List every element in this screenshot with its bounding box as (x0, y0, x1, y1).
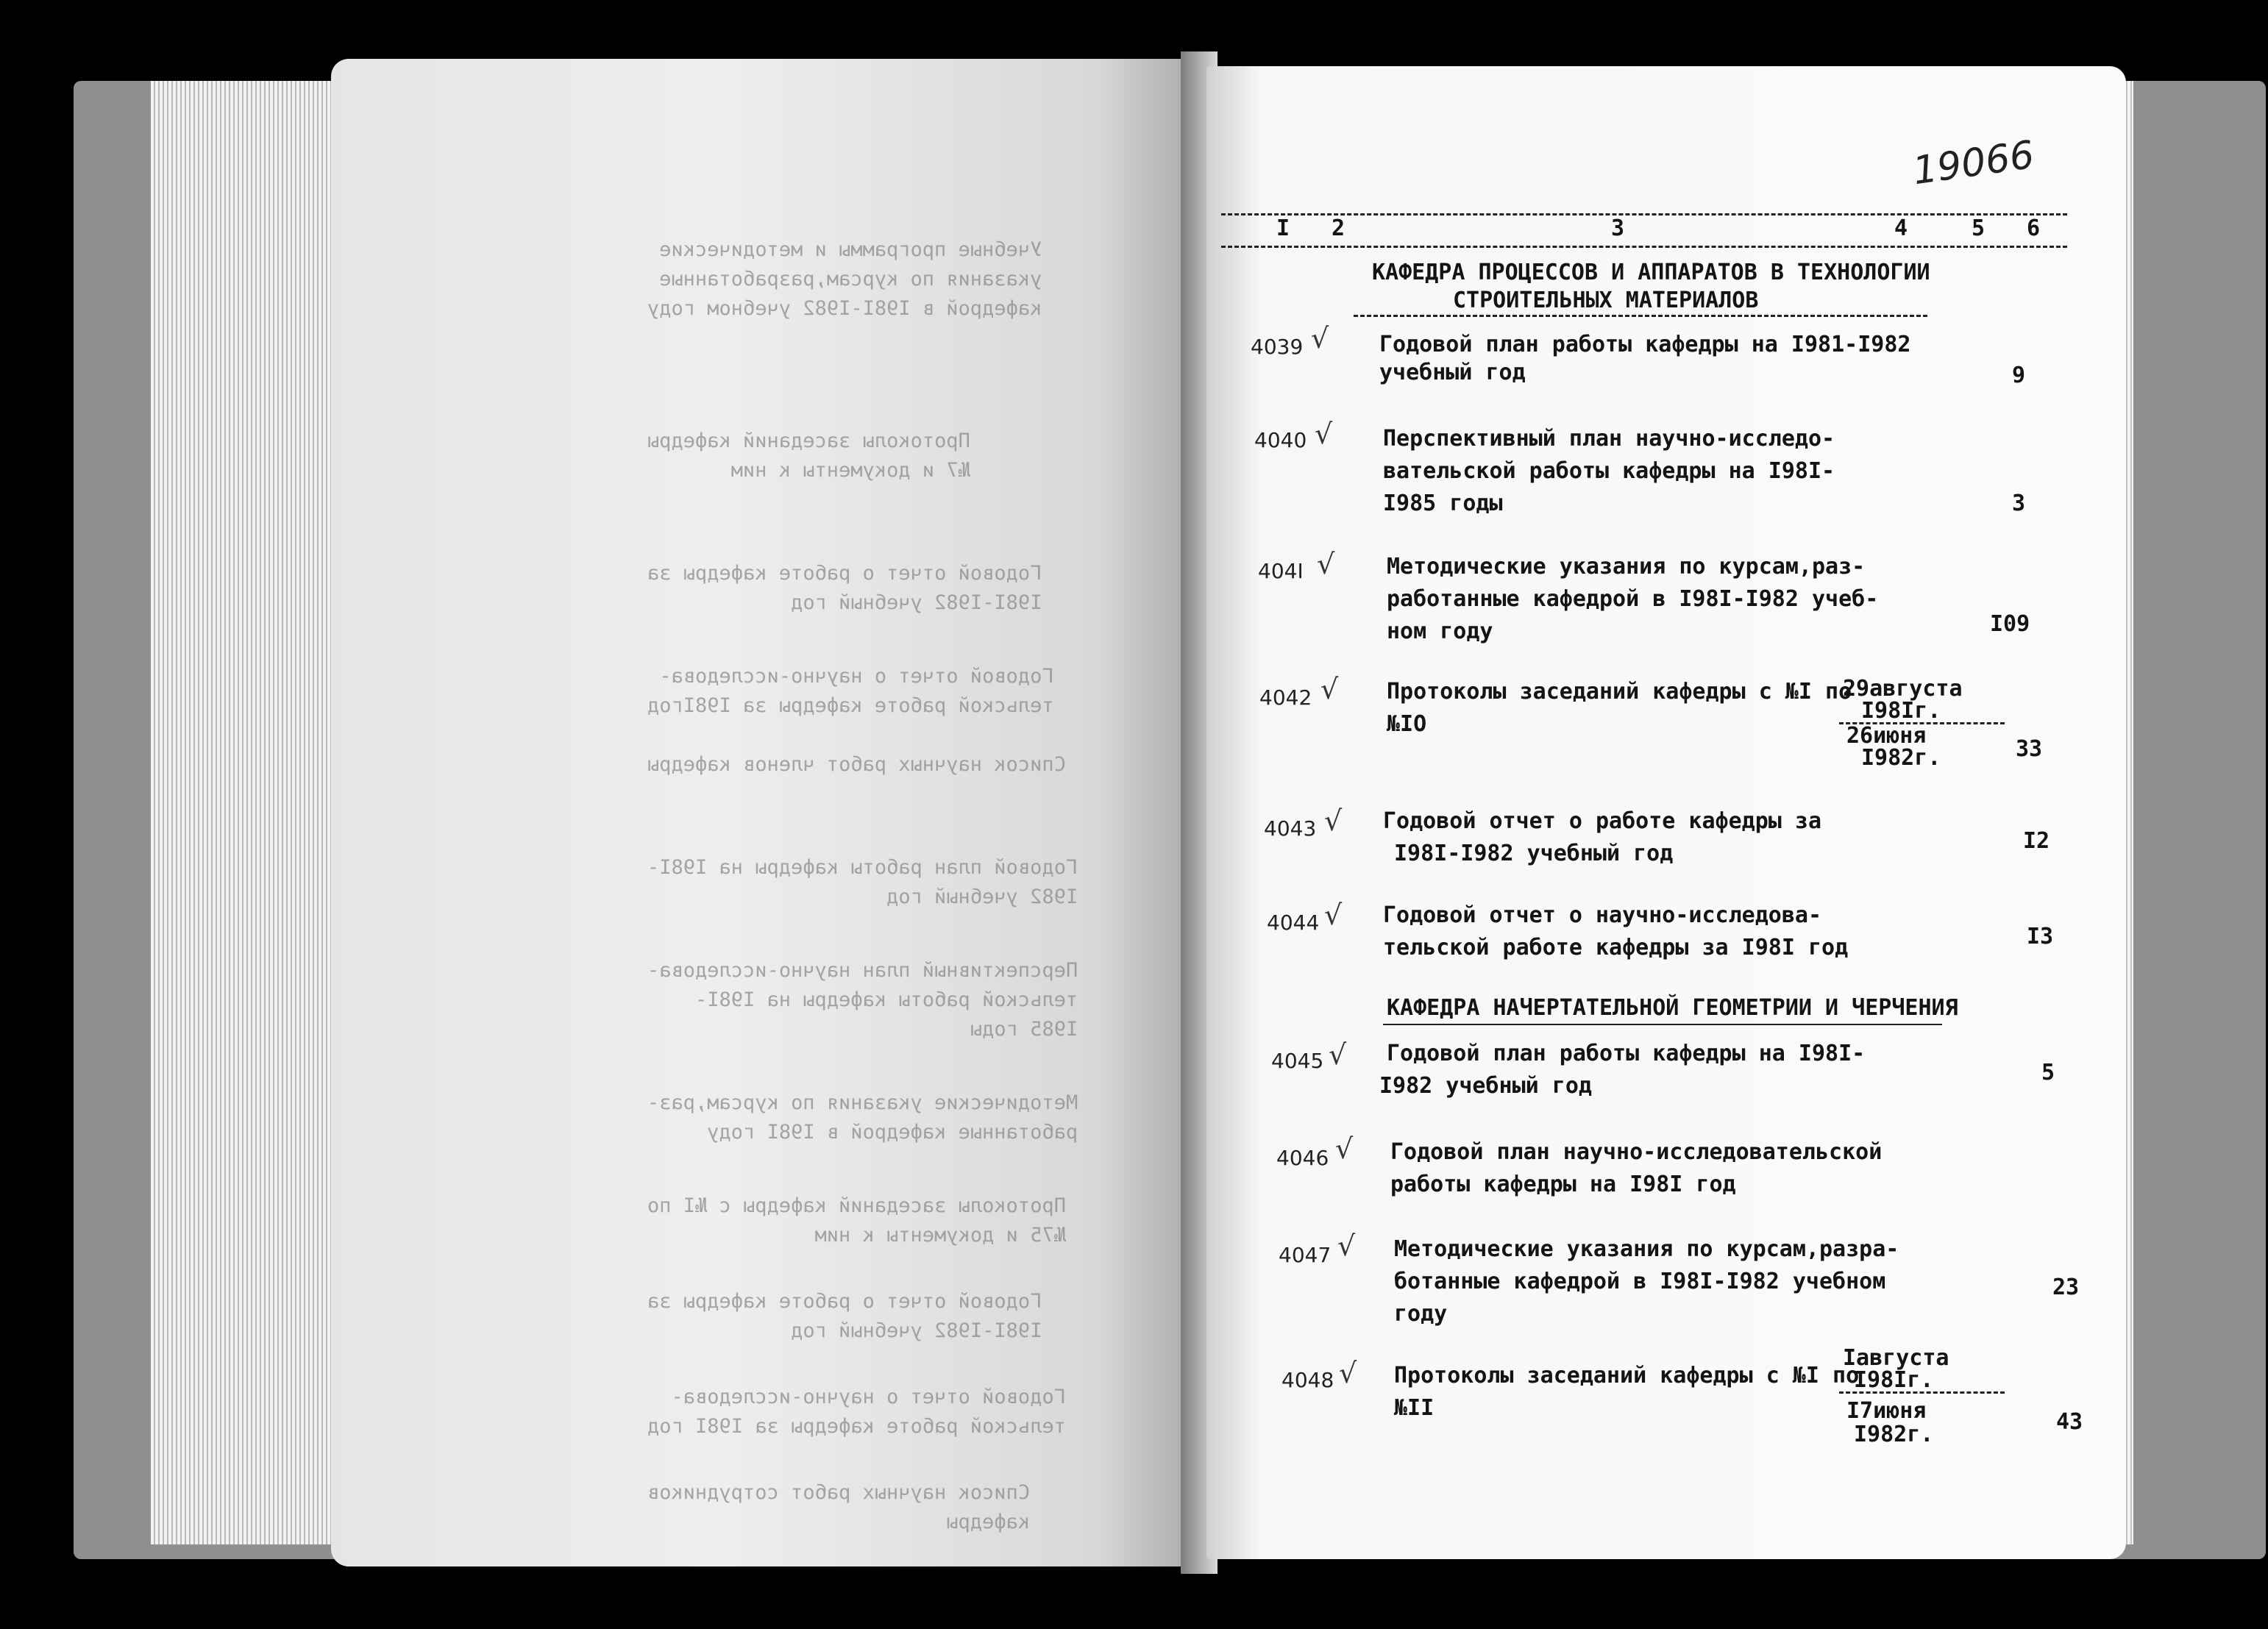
left-page-stack (151, 81, 335, 1544)
entry-pages: 5 (2041, 1060, 2055, 1086)
checkmark-icon: √ (1311, 322, 1329, 354)
entry-description-line: Методические указания по курсам,разра- (1394, 1236, 1899, 1262)
entry-description-line: Годовой план работы кафедры на I98I- (1387, 1041, 1866, 1066)
left-page-show-through (331, 59, 1199, 1566)
entry-number: 404I (1258, 559, 1304, 583)
entry-description-line: Протоколы заседаний кафедры с №I по (1394, 1363, 1860, 1389)
entry-description-line: работанные кафедрой в I98I-I982 учеб- (1387, 586, 1879, 612)
date-separator-rule (1839, 1391, 2005, 1394)
entry-number: 4042 (1259, 685, 1312, 710)
entry-description-line: Методические указания по курсам,раз- (1387, 554, 1866, 580)
entry-description-line: Годовой отчет о научно-исследова- (1383, 902, 1822, 928)
entry-description-line: году (1394, 1301, 1448, 1327)
entry-pages: I3 (2027, 924, 2054, 949)
entry-pages: 33 (2016, 736, 2043, 762)
entry-date-end: I7июня (1846, 1398, 1927, 1424)
header-col-1: I (1276, 215, 1290, 241)
entry-pages: 3 (2012, 491, 2026, 516)
bleed-text: Годовой план работы кафедры на I98I- I982 учебный год (647, 856, 1078, 908)
section-title: КАФЕДРА НАЧЕРТАТЕЛЬНОЙ ГЕОМЕТРИИ И ЧЕРЧЕНИЯ (1387, 995, 1958, 1021)
checkmark-icon: √ (1315, 418, 1333, 450)
bleed-text: Список научных работ сотрудников кафедры (647, 1481, 1031, 1533)
section-title-line2: СТРОИТЕЛЬНЫХ МАТЕРИАЛОВ (1453, 288, 1759, 313)
header-col-6: 6 (2027, 215, 2041, 241)
checkmark-icon: √ (1320, 673, 1339, 705)
entry-pages: I2 (2023, 828, 2050, 854)
checkmark-icon: √ (1329, 1038, 1347, 1071)
section-rule (1354, 315, 1927, 317)
folio-number: 19066 (1910, 132, 2037, 194)
checkmark-icon: √ (1324, 805, 1343, 837)
entry-description-line: работы кафедры на I98I год (1390, 1172, 1736, 1197)
entry-number: 4046 (1276, 1146, 1329, 1170)
entry-description-line: Перспективный план научно-исследо- (1383, 426, 1835, 452)
entry-description-line: вательской работы кафедры на I98I- (1383, 458, 1835, 484)
entry-number: 4044 (1267, 910, 1320, 935)
checkmark-icon: √ (1324, 899, 1343, 931)
entry-description-line: ном году (1387, 619, 1493, 644)
header-top-rule (1221, 213, 2067, 215)
entry-description-line: №II (1394, 1395, 1435, 1421)
entry-date-end-year: I982г. (1854, 1422, 1934, 1447)
checkmark-icon: √ (1337, 1230, 1356, 1262)
bleed-text: Учебные программы и методические указания по курсам,разработанные кафедрой в I98I-I982 учебном году (647, 238, 1042, 320)
entry-number: 4045 (1271, 1049, 1324, 1073)
bleed-text: Перспективный план научно-исследова- тельской работы кафедры на I98I- I985 годы (647, 959, 1078, 1041)
bleed-text: Список научных работ членов кафедры (647, 753, 1066, 776)
section-rule (1383, 1024, 1942, 1025)
entry-description-line: учебный год (1379, 360, 1526, 385)
entry-date-start-year: I98Iг. (1854, 1367, 1934, 1393)
entry-date-start: Iавгуста (1843, 1345, 1949, 1371)
bleed-text: Протоколы заседаний кафедры №7 и документы к ним (647, 429, 970, 482)
entry-pages: I09 (1990, 611, 2030, 637)
bleed-text: Годовой отчет о научно-исследова- тельской работе кафедры за I98I год (647, 1386, 1066, 1438)
header-bottom-rule (1221, 246, 2067, 248)
entry-number: 4040 (1254, 428, 1307, 452)
bleed-text: Годовой отчет о научно-исследова- тельской работе кафедры за I98Iгод (647, 665, 1054, 717)
entry-description-line: Годовой план работы кафедры на I981-I982 (1379, 332, 1911, 357)
entry-pages: 23 (2052, 1275, 2080, 1300)
entry-number: 4043 (1264, 816, 1317, 841)
header-col-5: 5 (1972, 215, 1986, 241)
entry-description-line: I985 годы (1383, 491, 1503, 516)
bleed-text: Годовой отчет о работе кафедры за I98I-I982 учебный год (647, 1290, 1042, 1342)
entry-description-line: ботанные кафедрой в I98I-I982 учебном (1394, 1269, 1886, 1294)
checkmark-icon: √ (1317, 548, 1335, 580)
entry-pages: 43 (2056, 1409, 2083, 1435)
entry-date-start-year: I98Iг. (1861, 698, 1941, 724)
checkmark-icon: √ (1335, 1133, 1354, 1165)
entry-description-line: №IO (1387, 711, 1427, 737)
bleed-text: Методические указания по курсам,раз- работанные кафедрой в I98I году (647, 1091, 1078, 1144)
bleed-text: Годовой отчет о работе кафедры за I98I-I982 учебный год (647, 562, 1042, 614)
header-col-2: 2 (1332, 215, 1345, 241)
entry-description-line: тельской работе кафедры за I98I год (1383, 935, 1849, 960)
bleed-text: Протоколы заседаний кафедры с №I по №75 и документы к ним (647, 1194, 1066, 1247)
section-title: КАФЕДРА ПРОЦЕССОВ И АППАРАТОВ В ТЕХНОЛОГИИ (1372, 260, 1930, 285)
entry-description-line: Годовой отчет о работе кафедры за (1383, 808, 1822, 834)
entry-number: 4039 (1251, 335, 1304, 359)
entry-date-end-year: I982г. (1861, 745, 1941, 771)
entry-number: 4047 (1279, 1243, 1332, 1267)
header-col-3: 3 (1611, 215, 1625, 241)
entry-number: 4048 (1281, 1368, 1334, 1392)
entry-date-end: 26июня (1846, 723, 1927, 749)
entry-description-line: I982 учебный год (1379, 1073, 1592, 1099)
entry-description-line: Протоколы заседаний кафедры с №I по (1387, 679, 1852, 705)
entry-date-start: 29августа (1843, 676, 1963, 702)
header-col-4: 4 (1894, 215, 1908, 241)
entry-description-line: Годовой план научно-исследовательской (1390, 1139, 1883, 1165)
checkmark-icon: √ (1339, 1357, 1357, 1389)
entry-pages: 9 (2012, 363, 2026, 388)
entry-description-line: I98I-I982 учебный год (1394, 841, 1674, 866)
